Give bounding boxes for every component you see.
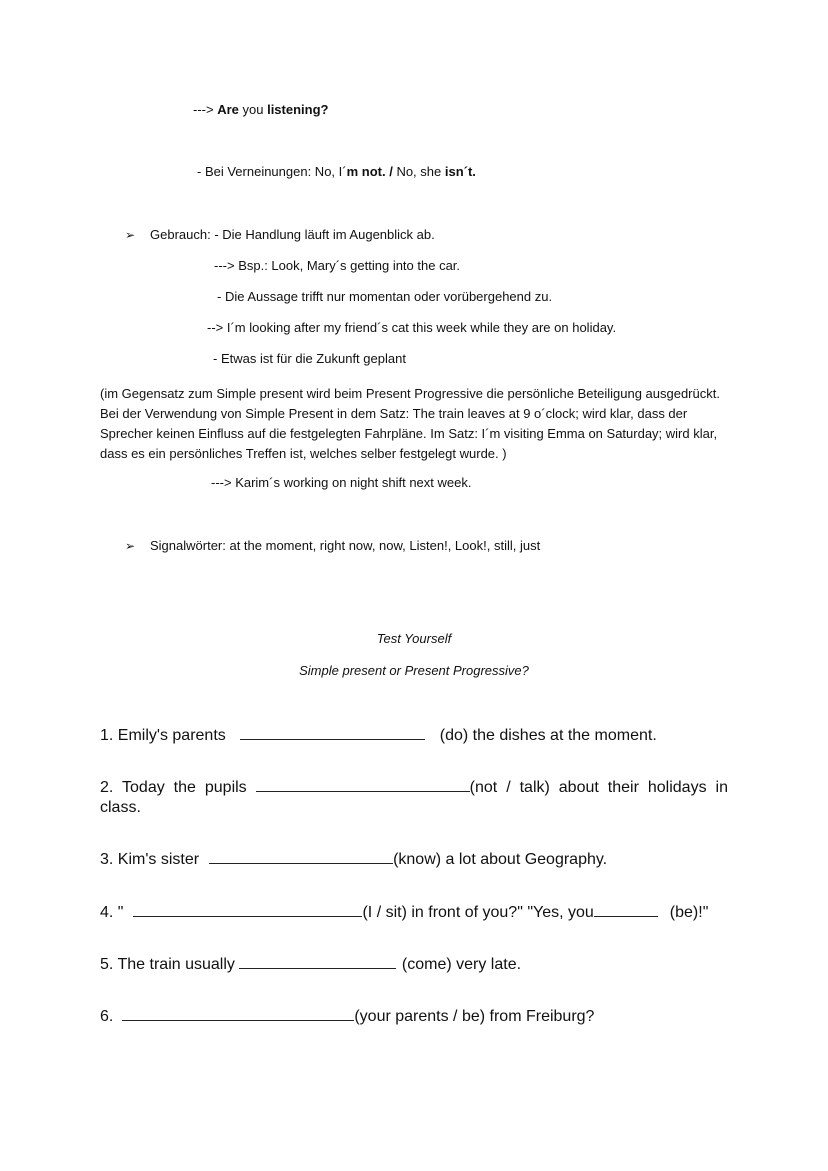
exercise-3 — [100, 848, 607, 870]
exercise-suffix: (be)!" — [669, 904, 709, 921]
word: you — [238, 102, 268, 117]
answer-blank[interactable] — [256, 776, 470, 792]
exercise-prefix: 1. Emily's parents — [100, 727, 226, 744]
bold-word: listening? — [267, 102, 329, 117]
exercise-suffix: (not / talk) about their holidays in class. — [100, 779, 728, 816]
question-example — [193, 102, 328, 118]
exercise-1 — [100, 724, 657, 746]
usage-note: (im Gegensatz zum Simple present wird beim Present Progressive die persönliche Beteiligung ausgedrückt. Bei der Verwendung von Simple Present in dem Satz: The train leaves at 9 o´clock; wird klar, dass der Sprecher keinen Einfluss auf die festgelegten Fahrpläne. Im Satz: I´m visiting Emma on Saturday; wird klar, dass es ein persönliches Treffen ist, welches selber festgelegt wurde. ) — [100, 386, 720, 461]
separator: / — [385, 164, 397, 179]
exercise-suffix: (come) very late. — [401, 956, 522, 973]
exercise-prefix: 6. — [100, 1008, 114, 1025]
fragment: No, she — [396, 164, 445, 179]
arrow-bullet-icon: ➢ — [125, 228, 136, 242]
test-subtitle: Simple present or Present Progressive? — [299, 663, 529, 678]
usage-example-2: --> I´m looking after my friend´s cat this week while they are on holiday. — [207, 320, 617, 335]
exercise-prefix: 2. Today the pupils — [100, 779, 247, 796]
answer-blank[interactable] — [594, 901, 658, 917]
bold-fragment: m not. — [346, 164, 386, 179]
arrow-bullet-icon: ➢ — [125, 539, 136, 553]
usage-example-1: ---> Bsp.: Look, Mary´s getting into the car. — [214, 258, 461, 273]
answer-blank[interactable] — [240, 724, 425, 740]
answer-blank[interactable] — [133, 901, 362, 917]
bold-fragment: isn´t. — [444, 164, 476, 179]
exercise-prefix: 5. The train usually — [100, 956, 235, 973]
arrow: ---> — [193, 102, 218, 117]
exercise-suffix: (know) a lot about Geography. — [393, 851, 608, 868]
exercise-6 — [100, 1005, 594, 1027]
answer-blank[interactable] — [122, 1005, 354, 1021]
answer-blank[interactable] — [209, 848, 393, 864]
exercise-4 — [100, 901, 708, 923]
test-title: Test Yourself — [376, 631, 452, 646]
usage-point-3: - Etwas ist für die Zukunft geplant — [213, 351, 406, 366]
exercise-suffix: (do) the dishes at the moment. — [439, 727, 657, 744]
negation-label: - Bei Verneinungen: No, I´ — [197, 164, 347, 179]
usage-point-2: - Die Aussage trifft nur momentan oder vorübergehend zu. — [217, 289, 553, 304]
exercise-suffix: (your parents / be) from Freiburg? — [354, 1008, 595, 1025]
bold-word: Are — [217, 102, 239, 117]
signal-words: Signalwörter: at the moment, right now, now, Listen!, Look!, still, just — [150, 538, 541, 553]
exercise-prefix: 3. Kim's sister — [100, 851, 200, 868]
usage-heading: Gebrauch: - Die Handlung läuft im Augenblick ab. — [150, 227, 435, 242]
usage-example-3: ---> Karim´s working on night shift next week. — [211, 475, 472, 490]
negation-rule — [197, 164, 476, 180]
exercise-prefix: 4. " — [100, 904, 124, 921]
exercise-middle: (I / sit) in front of you?" "Yes, you — [362, 904, 594, 921]
exercise-2 — [100, 776, 728, 818]
exercise-5 — [100, 953, 521, 975]
answer-blank[interactable] — [239, 953, 396, 969]
